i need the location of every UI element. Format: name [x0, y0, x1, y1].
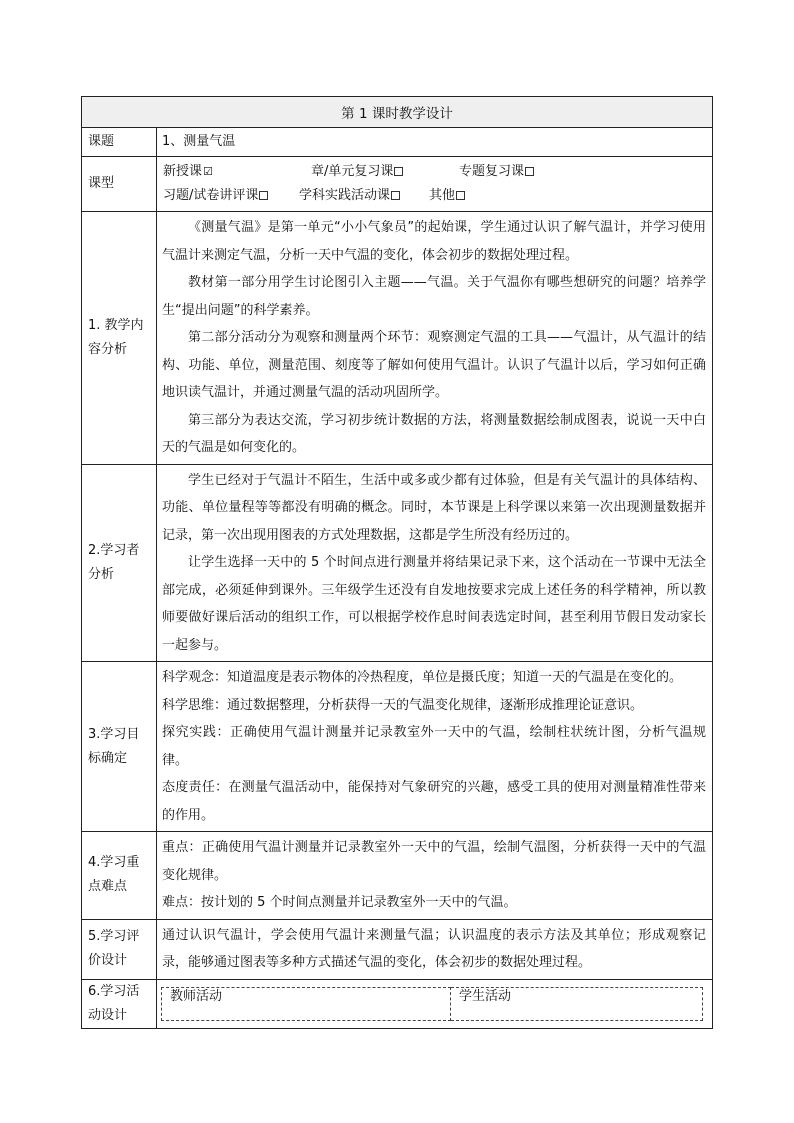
content-analysis-paragraph: 第三部分为表达交流，学习初步统计数据的方法，将测量数据绘制成图表，说说一天中白天的气温是如何变化的。: [162, 412, 706, 455]
learner-analysis-row: [82, 464, 713, 662]
checked-box-icon: ☑: [203, 165, 213, 178]
type-option-exercise-review[interactable]: 习题/试卷讲评课: [163, 184, 299, 208]
objective-line: 态度责任：在测量气温活动中，能保持对气象研究的兴趣，感受工具的使用对测量精准性带来的作用。: [162, 780, 706, 823]
objective-line: 科学观念：知道温度是表示物体的冷热程度，单位是摄氏度；知道一天的气温是在变化的。: [162, 670, 683, 685]
content-analysis-paragraph: 教材第一部分用学生讨论图引入主题——气温。关于气温你有哪些想研究的问题？培养学生“提出问题”的科学素养。: [162, 275, 706, 318]
teacher-activity-box: [161, 987, 451, 1021]
type-options: [157, 157, 713, 212]
content-analysis-paragraph: 第二部分活动分为观察和测量两个环节：观察测定气温的工具——气温计，从气温计的结构、功能、单位，测量范围、刻度等了解如何使用气温计。认识了气温计以后，学习如何正确地识读气温计，并通过测量气温的活动巩固所学。: [162, 330, 706, 400]
type-option-other[interactable]: 其他: [429, 184, 465, 208]
learner-analysis-label: 2.学习者分析: [82, 464, 157, 662]
lesson-plan-sheet: [81, 96, 713, 1029]
type-option-topic-review[interactable]: 专题复习课: [459, 160, 534, 184]
content-analysis-body: [157, 212, 713, 465]
student-activity-box: [451, 987, 703, 1021]
evaluation-row: [82, 919, 713, 979]
learner-analysis-body: [157, 464, 713, 662]
lesson-plan-table: [81, 96, 713, 1029]
type-label: 课型: [82, 157, 157, 212]
checkbox-icon: [525, 167, 534, 176]
checkbox-icon: [456, 191, 465, 200]
learner-analysis-paragraph: 学生已经对于气温计不陌生，生活中或多或少都有过体验，但是有关气温计的具体结构、功能、单位量程等等都没有明确的概念。同时，本节课是上科学课以来第一次出现测量数据并记录，第一次出现用图表的方式处理数据，这都是学生所没有经历过的。: [162, 472, 706, 543]
key-points-row: [82, 832, 713, 920]
objectives-row: [82, 662, 713, 832]
objectives-body: [157, 662, 713, 832]
objective-line: 探究实践：正确使用气温计测量并记录教室外一天中的气温，绘制柱状统计图，分析气温规律。: [162, 725, 706, 768]
title-row: [82, 97, 713, 128]
content-analysis-label: 1. 教学内容分析: [82, 212, 157, 465]
type-option-new[interactable]: 新授课☑: [163, 164, 213, 179]
type-row: [82, 157, 713, 212]
key-points-body: [157, 832, 713, 920]
teacher-activity-heading: 教师活动: [170, 988, 223, 1004]
objective-line: 科学思维：通过数据整理，分析获得一天的气温变化规律，逐渐形成推理论证意识。: [162, 697, 644, 713]
learner-analysis-paragraph: 让学生选择一天中的 5 个时间点进行测量并将结果记录下来，这个活动在一节课中无法全部完成，必须延伸到课外。三年级学生还没有自发地按要求完成上述任务的科学精神，所以教师要做好课后活动的组织工作，可以根据学校作息时间表选定时间，甚至利用节假日发动家长一起参与。: [162, 555, 706, 653]
evaluation-label: 5.学习评价设计: [82, 919, 157, 979]
evaluation-body: [157, 919, 713, 979]
content-analysis-row: [82, 212, 713, 465]
checkbox-icon: [259, 191, 268, 200]
content-analysis-paragraph: 《测量气温》是第一单元“小小气象员”的起始课，学生通过认识了解气温计，并学习使用气温计来测定气温，分析一天中气温的变化，体会初步的数据处理过程。: [162, 220, 706, 263]
topic-row: [82, 128, 713, 157]
activities-label: 6.学习活动设计: [82, 979, 157, 1028]
activities-grid: [157, 984, 712, 1024]
activities-body: [157, 979, 713, 1028]
checkbox-icon: [394, 167, 403, 176]
table-title: 第 1 课时教学设计: [82, 97, 713, 128]
type-line-1: [163, 160, 706, 184]
activities-row: [82, 979, 713, 1028]
type-option-unit-review[interactable]: 章/单元复习课: [311, 160, 459, 184]
evaluation-text: 通过认识气温计，学会使用气温计来测量气温；认识温度的表示方法及其单位；形成观察记录，能够通过图表等多种方式描述气温的变化，体会初步的数据处理过程。: [162, 927, 706, 970]
key-point-line: 难点：按计划的 5 个时间点测量并记录教室外一天中的气温。: [162, 895, 517, 910]
checkbox-icon: [391, 191, 400, 200]
topic-label: 课题: [82, 128, 157, 157]
key-points-label: 4.学习重点难点: [82, 832, 157, 920]
objectives-label: 3.学习目标确定: [82, 662, 157, 832]
student-activity-heading: 学生活动: [459, 988, 512, 1004]
key-point-line: 重点：正确使用气温计测量并记录教室外一天中的气温，绘制气温图，分析获得一天中的气温变化规律。: [162, 840, 706, 883]
type-line-2: [163, 184, 706, 208]
type-option-practice[interactable]: 学科实践活动课: [299, 184, 429, 208]
topic-value: 1、测量气温: [157, 128, 713, 157]
